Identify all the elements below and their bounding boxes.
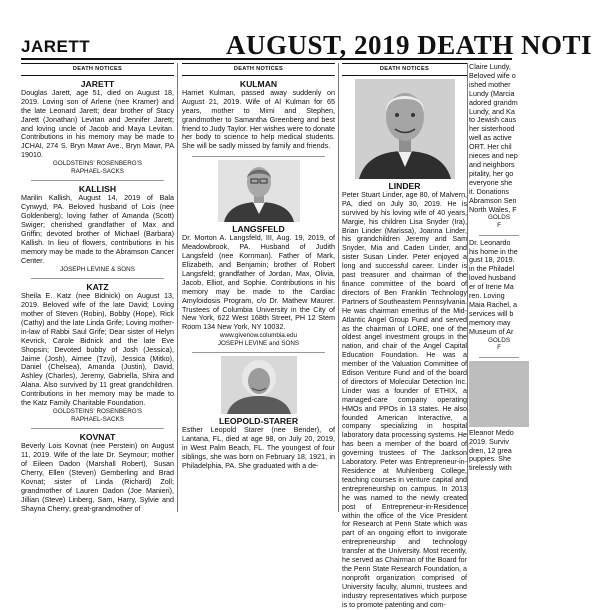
funeral-home-line: GOLDS — [487, 336, 511, 344]
section-heading: DEATH NOTICES — [21, 63, 174, 76]
text-line: memory may — [469, 317, 511, 327]
obituary-name-kovnat: KOVNAT — [79, 432, 116, 443]
funeral-home-line: GOLDS — [487, 214, 511, 222]
obituary-name-katz: KATZ — [86, 282, 109, 293]
notice-divider — [479, 357, 519, 358]
text-line: adored grandm — [469, 97, 518, 107]
portrait-photo-linder — [355, 79, 455, 179]
obituary-text-kulman: Harriet Kulman, passed away suddenly on August 21, 2019. Wife of Al Kulman for 65 years, mother to Mimi and Stephen, grandmother to Samantha Greenberg and best friend to Judy Taylor. Her wishes were to donate her body to science to help medical students. She will be sadly missed by family and friends. — [182, 87, 335, 151]
text-line: Claire Lundy, — [469, 62, 511, 71]
obituary-text-kallish: Marilin Kallish, August 14, 2019 of Bala Cynwyd, PA. Beloved husband of Lois (nee Goldenberg); loving father of Amanda (Scott) Swiger; cherished grandfather of Max and Griffin; devoted brother of Michael (Barbara) Kallish. In lieu of flowers, contributions in his memory may be made to the Abramson Cancer Center. — [21, 193, 174, 265]
text-line: her sisterhood — [469, 124, 515, 134]
section-heading: DEATH NOTICES — [182, 63, 335, 76]
text-line: Eleanor Medo — [469, 427, 514, 437]
text-line: his home in the — [469, 246, 518, 256]
page-header-surname: JARETT — [21, 37, 91, 56]
column-4 — [469, 63, 529, 512]
text-line: to Jewish caus — [469, 115, 517, 125]
text-line: puppies. She — [469, 454, 511, 464]
text-line: ORT. Her chil — [469, 142, 512, 152]
text-line: dren, 12 grea — [469, 445, 512, 455]
column-1 — [21, 63, 174, 512]
section-heading: DEATH NOTICES — [342, 63, 467, 76]
notice-divider — [192, 352, 325, 353]
text-line: ren. Loving — [469, 291, 505, 301]
notice-divider — [31, 278, 164, 279]
obituary-name-linder: LINDER — [388, 180, 421, 191]
text-line: in the Philadel — [469, 264, 515, 274]
portrait-photo-langsfeld — [218, 160, 300, 222]
obituary-text-lundy-partial — [469, 63, 529, 214]
funeral-home-line: JOSEPH LEVINE and SONS — [217, 339, 300, 347]
funeral-home-line: GOLDSTEINS' ROSENBERG'S — [52, 407, 143, 415]
text-line: tirelessly with — [469, 463, 512, 473]
obituary-text-jarett: Douglas Jarett, age 51, died on August 18, 2019. Loving son of Arlene (nee Kramer) and the late Leonard Jarett; dear brother of Stacy Jarett (Jonathan) Levitan and Jennifer Jarett; and loving uncle of Jacob and Maya Levitan. Contributions in his memory may be made to JCHAI, 274 S. Bryn Mawr Ave., Bryn Mawr, PA 19010. — [21, 87, 174, 160]
text-line: pitality, her go — [469, 168, 514, 178]
column-divider — [467, 63, 468, 512]
text-line: everyone she — [469, 177, 513, 187]
text-line: and neighbors — [469, 159, 515, 169]
header-rule — [21, 58, 512, 60]
text-line: North Wales, F — [469, 204, 517, 214]
text-line: er of Irene Ma — [469, 282, 514, 292]
obituary-name-langsfeld: LANGSFELD — [232, 224, 285, 235]
obituary-name-jarett: JARETT — [80, 78, 115, 89]
funeral-home-line: F — [497, 344, 501, 352]
text-line: Abramson Sen — [469, 195, 517, 205]
website-line: www.givenow.columbia.edu — [219, 332, 297, 340]
portrait-photo-partial — [469, 361, 529, 427]
text-line: it. Donations — [469, 186, 509, 196]
obituary-name-kallish: KALLISH — [78, 184, 117, 195]
text-line: 2019. Surviv — [469, 436, 509, 446]
obituary-text-leopold-starer: Esther Leopold Starer (nee Bender), of Lantana, FL, died at age 98, on July 20, 2019, in West Palm Beach, FL. The youngest of four siblings, she was born on February 18, 1921, in Philadelphia, PA. She graduated with a de- — [182, 425, 335, 471]
obituary-text-kovnat: Beverly Lois Kovnat (nee Perstein) on August 11, 2019. Wife of the late Dr. Seymour; mother of Eileen Dadon (Marshall Robert), Susan Cherry, Ellen (Steven) Gemberling and Brad Kovnat; sister of Linda (Richard) Zoll; grandmother of Lauren Dadon (Joe Manieri), Jillian (Steve) Linberg, Sam, Harry, Sylvie and Shayna Cherry; great-grandmother of — [21, 441, 174, 513]
text-line: ished mother — [469, 79, 511, 89]
notice-divider — [192, 156, 325, 157]
text-line: loved husband — [469, 273, 516, 283]
page-title: AUGUST, 2019 DEATH NOTI — [226, 30, 592, 60]
funeral-home-line: JOSEPH LEVINE & SONS — [60, 265, 135, 273]
text-line: Museum of Ar — [469, 326, 514, 336]
text-line: nieces and nep — [469, 151, 518, 161]
funeral-home-line: RAPHAEL-SACKS — [71, 167, 124, 175]
obituary-text-medow-partial — [469, 429, 529, 474]
portrait-photo-leopold-starer — [221, 356, 297, 414]
text-line: Dr. Leonardo — [469, 237, 511, 247]
column-3 — [342, 63, 468, 609]
notice-divider — [31, 180, 164, 181]
text-line: services will b — [469, 308, 514, 318]
funeral-home-line: F — [497, 222, 501, 229]
text-line: Lundy (Marcia — [469, 88, 515, 98]
funeral-home-line: GOLDSTEINS' ROSENBERG'S — [52, 160, 143, 168]
text-line: Lundy, and Ka — [469, 106, 515, 116]
text-line: gust 18, 2019. — [469, 255, 515, 265]
column-divider — [177, 63, 178, 512]
column-2 — [182, 63, 335, 512]
text-line: Maia Rachel, a — [469, 299, 517, 309]
column-divider — [338, 63, 339, 512]
text-line: well as active — [469, 133, 512, 143]
notice-divider — [31, 428, 164, 429]
obituary-name-kulman: KULMAN — [239, 78, 278, 89]
obituary-text-katz: Sheila E. Katz (nee Bidnick) on August 13, 2019. Beloved wife of the late David; Loving mother of Steven (Robin), Bobby (Hope), Rick (Cathy) and the late Linda Grife; Loving mother-in-law of Rabbi Saul Grife; Dear sister of Helyn Kevrick, Carole Bidnick and the late Eve Shopsin; Devoted bubby of Josh (Jessica), Jaime (Josh), Aimee (Tzvi), Jessica (Mitko), Daniel (Chelsea), Amanda (Justin), David, Ashley (Charles), Jeremy, Gabriella, Shira and Alana. Also survived by 11 great grandchildren. Contributions in her memory may be made to the Katz Family Charitable Foundation. — [21, 291, 174, 408]
obituary-text-leonardo-partial — [469, 239, 529, 337]
text-line: Beloved wife o — [469, 70, 516, 80]
obituary-text-langsfeld: Dr. Morton A. Langsfeld, III, Aug. 19, 2019, of Meadowbrook, PA. Husband of Judith Langsfeld (nee Kornman). Father of Mark, Elizabeth, and Benjamin; brother of Robert Langsfeld; grandfather of Jordan, Max, Olivia, Jacob, Elliot, and Sophie. Contributions in his memory may be made to the Cardiac Amyloidosis Program, c/o Dr. Mathew Maurer. Trustees of Columbia University in the City of New York, 622 West 168th Street, PH 12 Stem Room 134 New York, NY 10032. — [182, 233, 335, 332]
notice-divider — [479, 235, 519, 236]
funeral-home-line: RAPHAEL-SACKS — [71, 415, 124, 423]
obituary-name-leopold-starer: LEOPOLD-STARER — [218, 416, 299, 427]
obituary-text-linder: Peter Stuart Linder, age 80, of Malvern, PA, died on July 30, 2019. He is survived by his loving wife of 40 years, Margie, his children Lisa Snyder (Ira), Brian Linder (Marissa), Joanna Linder, his grandchildren Jeremy and Sam Snyder, Mia and Caden Linder, and sister Susan Linder. Peter enjoyed a long and successful career. Linder is past treasurer and chairman of the finance committee of the board of directors of Ben Franklin Technology Partners of Southeastern Pennsylvania. He was chairman emeritus of the Mid-Atlantic Angel Group Fund and served as the chairman of LORE, one of the oldest angel investment groups in the nation, and chair of the Angel Capital Education Foundation. He was a member of the Valuation Committee of Edison Venture Fund and of the board of directors of Molecular Detection Inc. Linder was a founder of ETHIX, a managed-care company operating HMOs and PPOs in 13 states. He also founded American Interactive, a company specializing in hospital laboratory data processing systems. He has been a member of the board of governing trustees of The Jackson Laboratory. Peter was Entrepreneur-in-Residence at Muhlenberg College, teaching courses in venture capital and entrepreneurship on campus. In 2013 he was named to the newly created post of Entrepreneur-in-Residence within the office of the Vice President for Research at Penn State which was part of an ongoing effort to invigorate entrepreneurship and technology transfer at the University. Most recently, he served as Chairman of the Board for the Penn State Research Foundation, a nonprofit organization comprised of University faculty, alumni, trustees and industry representatives which purpose is to promote patenting and com- — [342, 190, 468, 609]
